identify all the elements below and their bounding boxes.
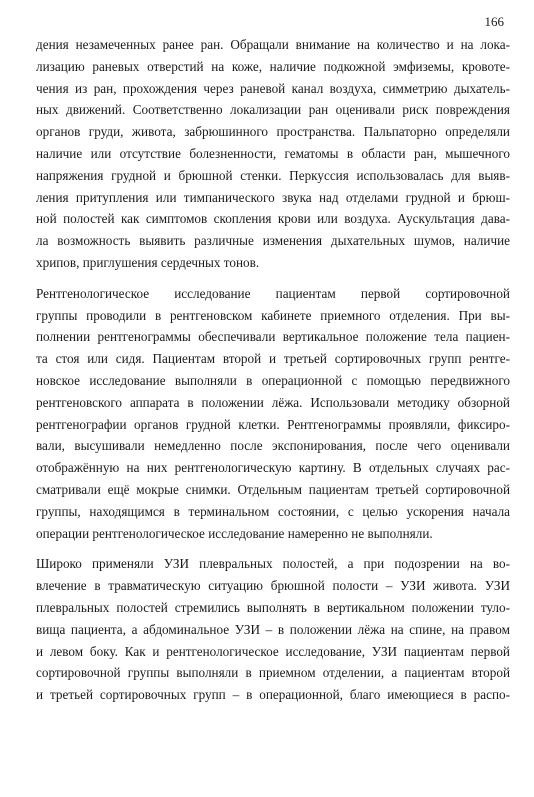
- text-line: напряжения грудной и брюшной стенки. Перкуссия использовалась для выяв-: [36, 167, 510, 183]
- page-number: 166: [484, 14, 504, 29]
- text-line: органов груди, живота, забрюшинного пространства. Пальпаторно определяли: [36, 124, 510, 140]
- text-line: операции рентгенологическое исследование намеренно не выполняли.: [36, 525, 433, 541]
- text-line: и третьей сортировочных групп – в операционной, благо имеющиеся в распо-: [36, 687, 510, 703]
- text-line: вали, высушивали немедленно после экспонирования, после чего оценивали: [36, 438, 510, 454]
- text-line: дения незамеченных ранее ран. Обращали внимание на количество и на лока-: [36, 37, 510, 52]
- text-line: ления притупления или тимпанического звука над отделами грудной и брюш-: [36, 189, 510, 205]
- text-line: ной полостей как симптомов скопления крови или воздуха. Аускультация дава-: [36, 211, 510, 227]
- text-line: и левом боку. Как и рентгенологическое исследование, УЗИ пациентам первой: [36, 643, 510, 659]
- text-line: вища пациента, а абдоминальное УЗИ – в положении лёжа на спине, на правом: [36, 621, 510, 637]
- text-line: сортировочной группы выполняли в приемном отделении, а пациентам второй: [36, 665, 510, 681]
- text-line: ла возможность выявить различные изменения дыхательных шумов, наличие: [36, 233, 510, 249]
- text-line: полнении рентгенограммы обеспечивали вертикальное положение тела пациен-: [36, 329, 510, 345]
- text-line: рентгеновского аппарата в положении лёжа. Использовали методику обзорной: [36, 394, 510, 410]
- text-line: группы проводили в рентгеновском кабинете приемного отделения. При вы-: [36, 307, 510, 323]
- text-line: наличие или отсутствие болезненности, гематомы в области ран, мышечного: [36, 145, 510, 161]
- text-line: та стоя или сидя. Пациентам второй и третьей сортировочных групп рентге-: [36, 351, 510, 367]
- text-line: отображённую на них рентгенологическую картину. В отдельных случаях рас-: [36, 460, 510, 476]
- text-line: чения из ран, прохождения через раневой канал воздуха, симметрию дыхатель-: [36, 80, 510, 96]
- paragraph-1: [36, 34, 510, 274]
- text-line: новское исследование выполняли в операционной с помощью передвижного: [36, 372, 510, 388]
- text-line: хрипов, приглушения сердечных тонов.: [36, 254, 260, 270]
- text-line: Рентгенологическое исследование пациентам первой сортировочной: [36, 285, 510, 301]
- text-line: рентгенографии органов грудной клетки. Рентгенограммы проявляли, фиксиро-: [36, 416, 510, 432]
- text-line: лизацию раневых отверстий на коже, наличие подкожной эмфиземы, кровоте-: [36, 58, 510, 74]
- text-line: сматривали ещё мокрые снимки. Отдельным пациентам третьей сортировочной: [36, 481, 510, 497]
- paragraph-2: [36, 283, 510, 545]
- text-line: плевральных полостей стремились выполнять в вертикальном положении туло-: [36, 599, 510, 615]
- text-line: Широко применяли УЗИ плевральных полостей, а при подозрении на во-: [36, 556, 510, 572]
- text-line: группы, находящимся в терминальном состоянии, с целью ускорения начала: [36, 503, 510, 519]
- paragraph-3: [36, 553, 510, 706]
- body-text: [36, 34, 510, 706]
- text-line: ных движений. Соответственно локализации ран оценивали риск повреждения: [36, 102, 510, 118]
- text-line: влечение в травматическую ситуацию брюшной полости – УЗИ живота. УЗИ: [36, 578, 510, 594]
